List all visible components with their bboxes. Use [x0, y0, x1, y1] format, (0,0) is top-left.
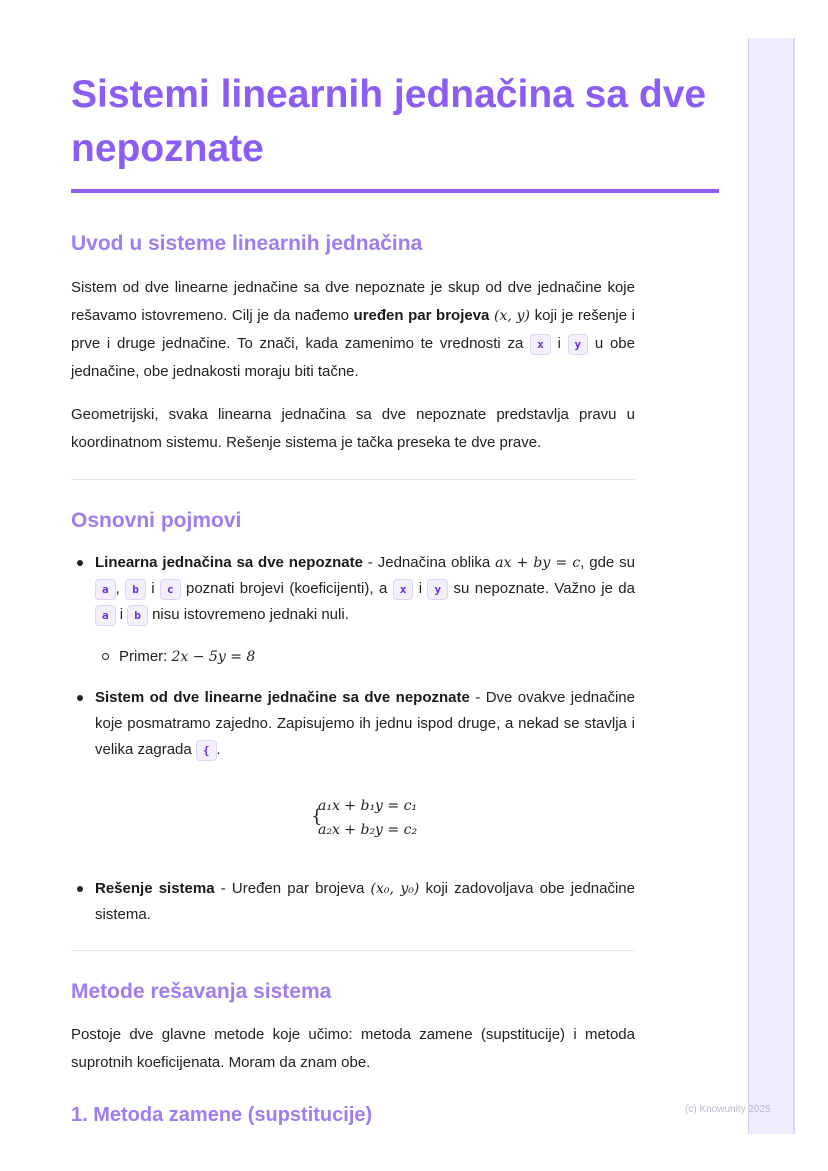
- copyright-footer: (c) Knowunity 2025: [685, 1104, 771, 1115]
- item1-sep: i: [115, 606, 128, 623]
- list-item: [71, 550, 635, 628]
- right-sidebar-strip: [748, 38, 795, 1134]
- item1-text: poznati brojevi (koeficijenti), a: [180, 580, 393, 597]
- intro-p1-text-d: u obe jednačine, obe jednakosti moraju biti tačne.: [71, 335, 635, 380]
- item2-text: - Dve ovakve jednačine koje posmatramo zajedno. Zapisujemo ih jednu ispod druge, a nekad se stavlja i velika zagrada: [95, 689, 635, 758]
- example-label: Primer:: [119, 648, 172, 665]
- item1-sep: i: [413, 580, 428, 597]
- item1-sep: i: [145, 580, 160, 597]
- item1-term: Linearna jednačina sa dve nepoznate: [95, 554, 363, 571]
- methods-paragraph: Postoje dve glavne metode koje učimo: metoda zamene (supstitucije) i metoda suprotnih koeficijenata. Moram da znam obe.: [71, 1026, 635, 1071]
- code-b: b: [127, 605, 148, 626]
- code-y: y: [568, 334, 589, 355]
- intro-p1-bold: uređen par brojeva: [353, 307, 490, 324]
- system-brace: {: [311, 806, 323, 827]
- example-math: 2x − 5y = 8: [171, 649, 256, 665]
- code-y: y: [427, 579, 448, 600]
- intro-paragraph-1: [71, 274, 635, 386]
- concepts-list: [71, 876, 635, 928]
- item3-text: - Uređen par brojeva: [214, 880, 371, 897]
- code-x: x: [530, 334, 551, 355]
- code-a: a: [95, 579, 116, 600]
- example-item: [95, 645, 255, 669]
- intro-paragraph-2: Geometrijski, svaka linearna jednačina sa dve nepoznate predstavlja pravu u koordinatnom sistemu. Rešenje sistema je tačka preseka te dve prave.: [71, 406, 635, 451]
- intro-p1-math: (x, y): [493, 308, 531, 324]
- item1-text: nisu istovremeno jednaki nuli.: [147, 606, 349, 623]
- code-b: b: [125, 579, 146, 600]
- item1-text: , gde su: [580, 554, 635, 571]
- list-item: [71, 685, 635, 763]
- code-a: a: [95, 605, 116, 626]
- intro-p1-text-b: koji je rešenje i prve i druge jednačine. To znači, kada zamenimo te vrednosti za: [71, 307, 635, 352]
- concepts-list: [71, 685, 635, 763]
- intro-p1-text-c: i: [550, 335, 568, 352]
- item3-term: Rešenje sistema: [95, 880, 215, 897]
- intro-p1-text-a: Sistem od dve linearne jednačine sa dve nepoznate je skup od dve jednačine koje rešavamo istovremeno. Cilj je da nađemo: [71, 279, 635, 324]
- item1-sep: ,: [115, 580, 126, 597]
- code-x: x: [393, 579, 414, 600]
- page-title: Sistemi linearnih jednačina sa dve nepoznate: [71, 73, 707, 170]
- item1-text: - Jednačina oblika: [362, 554, 496, 571]
- section-heading-methods: Metode rešavanja sistema: [71, 980, 332, 1003]
- code-brace: {: [196, 740, 217, 761]
- document-body: [71, 68, 707, 1126]
- item2-term: Sistem od dve linearne jednačine sa dve nepoznate: [95, 689, 470, 706]
- system-equation-2: a₂x + b₂y = c₂: [318, 822, 418, 838]
- list-item: [71, 876, 635, 928]
- section-heading-intro: Uvod u sisteme linearnih jednačina: [71, 232, 423, 255]
- section-divider: [71, 479, 635, 480]
- section-heading-concepts: Osnovni pojmovi: [71, 509, 242, 532]
- concepts-list: [71, 550, 635, 628]
- section-divider: [71, 950, 635, 951]
- item3-math: (x₀, y₀): [370, 881, 420, 897]
- title-underline: [71, 189, 719, 193]
- item1-math: ax + by = c: [495, 555, 581, 571]
- subsection-heading-substitution: 1. Metoda zamene (supstitucije): [71, 1104, 373, 1126]
- item3-text: koji zadovoljava obe jednačine sistema.: [95, 880, 635, 923]
- system-equation-1: a₁x + b₁y = c₁: [318, 798, 418, 814]
- code-c: c: [160, 579, 181, 600]
- item1-text: su nepoznate. Važno je da: [448, 580, 635, 597]
- item2-text: .: [216, 741, 221, 758]
